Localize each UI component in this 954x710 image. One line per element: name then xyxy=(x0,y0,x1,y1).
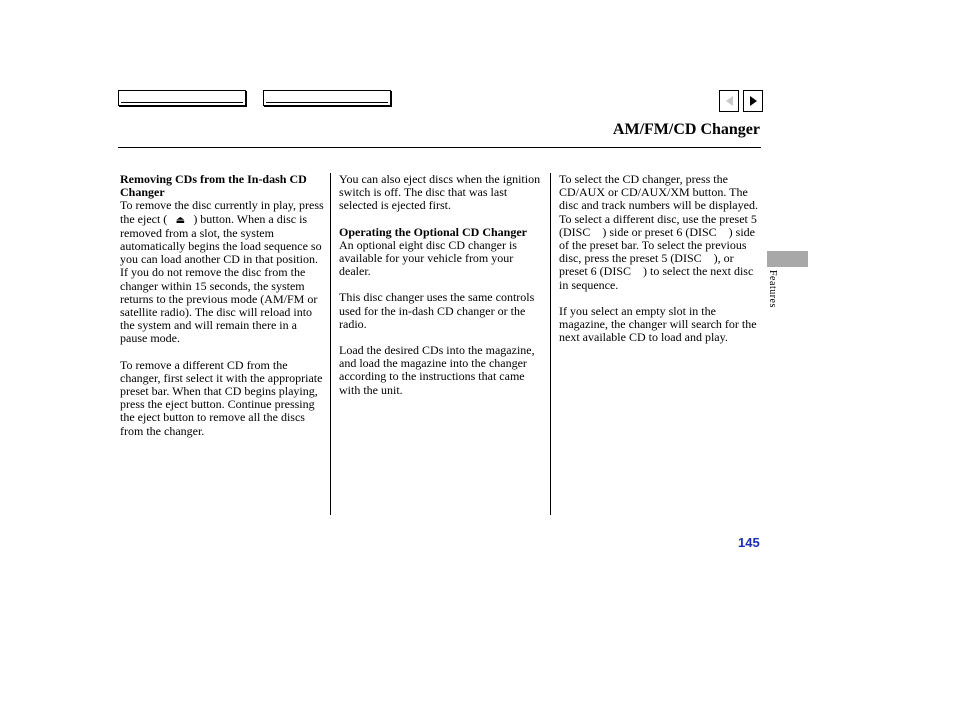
column-divider xyxy=(330,173,331,515)
paragraph: An optional eight disc CD changer is available for your vehicle from your dealer. xyxy=(339,237,517,279)
button-underline xyxy=(121,102,243,103)
text: To remove the disc currently in play, press the eject ( xyxy=(120,198,324,226)
column-1 xyxy=(120,173,325,451)
right-arrow-icon xyxy=(750,96,757,106)
text: (DISC xyxy=(670,251,702,266)
text: ) side or preset xyxy=(602,224,674,239)
paragraph xyxy=(559,173,762,292)
page-number: 145 xyxy=(738,535,760,550)
paragraph: If you select an empty slot in the magazine, the changer will search for the next available CD to load and play. xyxy=(559,303,757,345)
section-heading-optional-cd-changer: Operating the Optional CD Changer xyxy=(339,224,528,239)
title-rule xyxy=(118,147,761,148)
button-underline xyxy=(266,102,388,103)
text: (DISC xyxy=(559,224,591,239)
text: (DISC xyxy=(599,264,631,279)
text: ), or preset xyxy=(559,251,734,279)
previous-page-button[interactable] xyxy=(719,90,739,112)
eject-icon: ⏏ xyxy=(175,214,186,226)
contents-button[interactable] xyxy=(118,90,246,106)
text: ) side of the preset bar. To select the previous disc, press the preset xyxy=(559,224,755,266)
text: To select the CD changer, press the CD/AUX or CD/AUX/XM button. The disc and track numbers will be displayed. To select a different disc, use the preset xyxy=(559,172,758,226)
text: ) to select the next disc in sequence. xyxy=(559,264,754,292)
page-title: AM/FM/CD Changer xyxy=(612,121,760,138)
index-button[interactable] xyxy=(263,90,391,106)
section-label: Features xyxy=(767,270,778,308)
preset-number: 5 xyxy=(750,211,757,226)
paragraph: To remove a different CD from the changer, first select it with the appropriate preset bar. When that CD begins playing, press the eject button. Continue pressing the eject button to remove all the discs from the changer. xyxy=(120,357,323,438)
left-arrow-icon xyxy=(726,96,733,106)
preset-number: 5 xyxy=(661,251,668,266)
section-tab xyxy=(767,251,808,267)
preset-number: 6 xyxy=(590,264,597,279)
paragraph xyxy=(120,199,325,345)
next-page-button[interactable] xyxy=(743,90,763,112)
paragraph: Load the desired CDs into the magazine, and load the magazine into the changer according to the instructions that came with the unit. xyxy=(339,343,535,397)
paragraph: You can also eject discs when the ignition switch is off. The disc that was last selected is ejected first. xyxy=(339,172,541,213)
preset-number: 6 xyxy=(676,224,683,239)
column-3 xyxy=(559,173,762,357)
section-heading-removing-cds: Removing CDs from the In-dash CD Changer xyxy=(120,172,307,200)
column-2 xyxy=(339,173,546,410)
text: ) button. When a disc is removed from a slot, the system automatically begins the load sequence so you can load another CD in that position. If you do not remove the disc from the changer within 15 seconds, the system returns to the previous mode (AM/FM or satellite radio). The disc will reload into the system and will remain there in a pause mode. xyxy=(120,211,322,346)
text: (DISC xyxy=(685,224,717,239)
column-divider xyxy=(550,173,551,515)
paragraph: This disc changer uses the same controls used for the in-dash CD changer or the radio. xyxy=(339,290,535,331)
